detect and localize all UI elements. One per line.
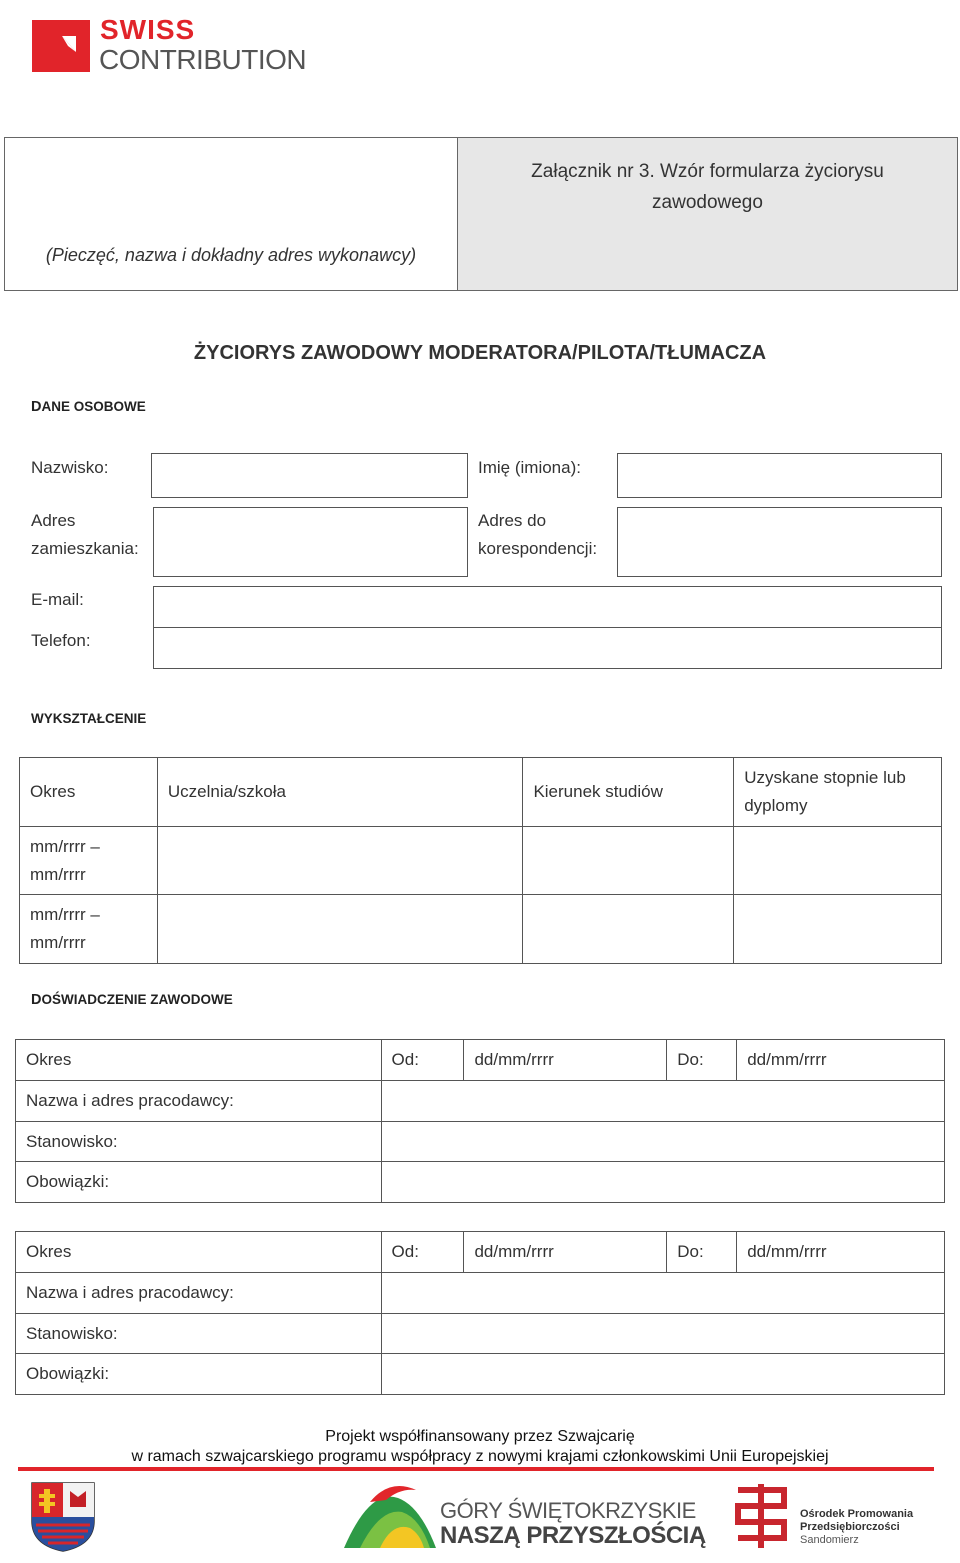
contractor-stamp-area (5, 138, 458, 290)
degree-cell[interactable] (734, 827, 942, 895)
position-row (16, 1122, 945, 1162)
section-experience: DOŚWIADCZENIE ZAWODOWE (31, 992, 233, 1008)
annex-title: Załącznik nr 3. Wzór formularza życiorysu zawodowego (531, 161, 884, 213)
phone-field[interactable] (153, 627, 942, 669)
mountains-logo-text-2: NASZĄ PRZYSZŁOŚCIĄ (440, 1522, 706, 1549)
school-cell[interactable] (157, 827, 523, 895)
footer-divider (18, 1467, 934, 1471)
footer-program-text: w ramach szwajcarskiego programu współpracy z nowymi krajami członkowskimi Unii Europejskiej (131, 1448, 829, 1465)
experience-period-row (16, 1040, 945, 1081)
col-field: Kierunek studiów (523, 758, 734, 827)
education-table (19, 757, 942, 964)
coat-of-arms-icon (30, 1481, 96, 1553)
document-title: ŻYCIORYS ZAWODOWY MODERATORA/PILOTA/TŁUMACZA (193, 342, 767, 364)
position-field[interactable] (381, 1314, 944, 1354)
header-box (4, 137, 958, 291)
period-label: Okres (16, 1040, 382, 1081)
correspondence-address-label: Adres do korespondencji: (478, 511, 598, 558)
employer-row (16, 1081, 945, 1122)
address-field[interactable] (153, 507, 468, 577)
to-label: Do: (667, 1232, 737, 1273)
to-date[interactable]: dd/mm/rrrr (737, 1040, 945, 1081)
section-personal-data: DANE OSOBOWE (31, 399, 146, 415)
swiss-contribution-logo-mark (32, 20, 90, 72)
col-school: Uczelnia/szkoła (157, 758, 523, 827)
position-label: Stanowisko: (16, 1122, 382, 1162)
duties-label: Obowiązki: (16, 1162, 382, 1203)
from-date[interactable]: dd/mm/rrrr (464, 1040, 667, 1081)
position-label: Stanowisko: (16, 1314, 382, 1354)
annex-area (458, 138, 957, 290)
field-cell[interactable] (523, 827, 734, 895)
from-label: Od: (381, 1040, 464, 1081)
to-label: Do: (667, 1040, 737, 1081)
mountains-logo-icon (340, 1478, 440, 1554)
employer-label: Nazwa i adres pracodawcy: (16, 1273, 382, 1314)
stamp-caption: (Pieczęć, nazwa i dokładny adres wykonawcy) (45, 245, 417, 265)
education-row (20, 827, 942, 895)
opp-logo-icon (728, 1482, 794, 1552)
mountains-logo-text-1: GÓRY ŚWIĘTOKRZYSKIE (440, 1498, 696, 1523)
email-label: E-mail: (31, 590, 84, 609)
employer-row (16, 1273, 945, 1314)
firstname-field[interactable] (617, 453, 942, 498)
surname-label: Nazwisko: (31, 458, 109, 477)
firstname-label: Imię (imiona): (478, 458, 581, 477)
duties-field[interactable] (381, 1354, 944, 1395)
swiss-flag-icon (32, 20, 90, 72)
to-date[interactable]: dd/mm/rrrr (737, 1232, 945, 1273)
period-cell: mm/rrrr – mm/rrrr (20, 827, 158, 895)
school-cell[interactable] (157, 895, 523, 964)
surname-field[interactable] (151, 453, 468, 498)
phone-label: Telefon: (31, 631, 91, 650)
employer-field[interactable] (381, 1273, 944, 1314)
col-period: Okres (20, 758, 158, 827)
from-date[interactable]: dd/mm/rrrr (464, 1232, 667, 1273)
duties-row (16, 1162, 945, 1203)
employer-label: Nazwa i adres pracodawcy: (16, 1081, 382, 1122)
correspondence-address-field[interactable] (617, 507, 942, 577)
email-field[interactable] (153, 586, 942, 628)
col-degree: Uzyskane stopnie lub dyplomy (734, 758, 942, 827)
experience-period-row (16, 1232, 945, 1273)
education-row (20, 895, 942, 964)
section-education: WYKSZTAŁCENIE (31, 711, 147, 726)
duties-row (16, 1354, 945, 1395)
logo-swiss-text: SWISS (100, 14, 196, 45)
employer-field[interactable] (381, 1081, 944, 1122)
experience-table-2 (15, 1231, 945, 1395)
address-label: Adres zamieszkania: (31, 511, 139, 558)
field-cell[interactable] (523, 895, 734, 964)
from-label: Od: (381, 1232, 464, 1273)
footer-cofinance-text: Projekt współfinansowany przez Szwajcarię (325, 1428, 635, 1445)
education-header-row (20, 758, 942, 827)
degree-cell[interactable] (734, 895, 942, 964)
position-field[interactable] (381, 1122, 944, 1162)
duties-field[interactable] (381, 1162, 944, 1203)
logo-contribution-text: CONTRIBUTION (99, 44, 307, 75)
position-row (16, 1314, 945, 1354)
opp-logo-text: Ośrodek Promowania Przedsiębiorczości Sandomierz (800, 1508, 914, 1546)
duties-label: Obowiązki: (16, 1354, 382, 1395)
period-cell: mm/rrrr – mm/rrrr (20, 895, 158, 964)
experience-table-1 (15, 1039, 945, 1203)
period-label: Okres (16, 1232, 382, 1273)
